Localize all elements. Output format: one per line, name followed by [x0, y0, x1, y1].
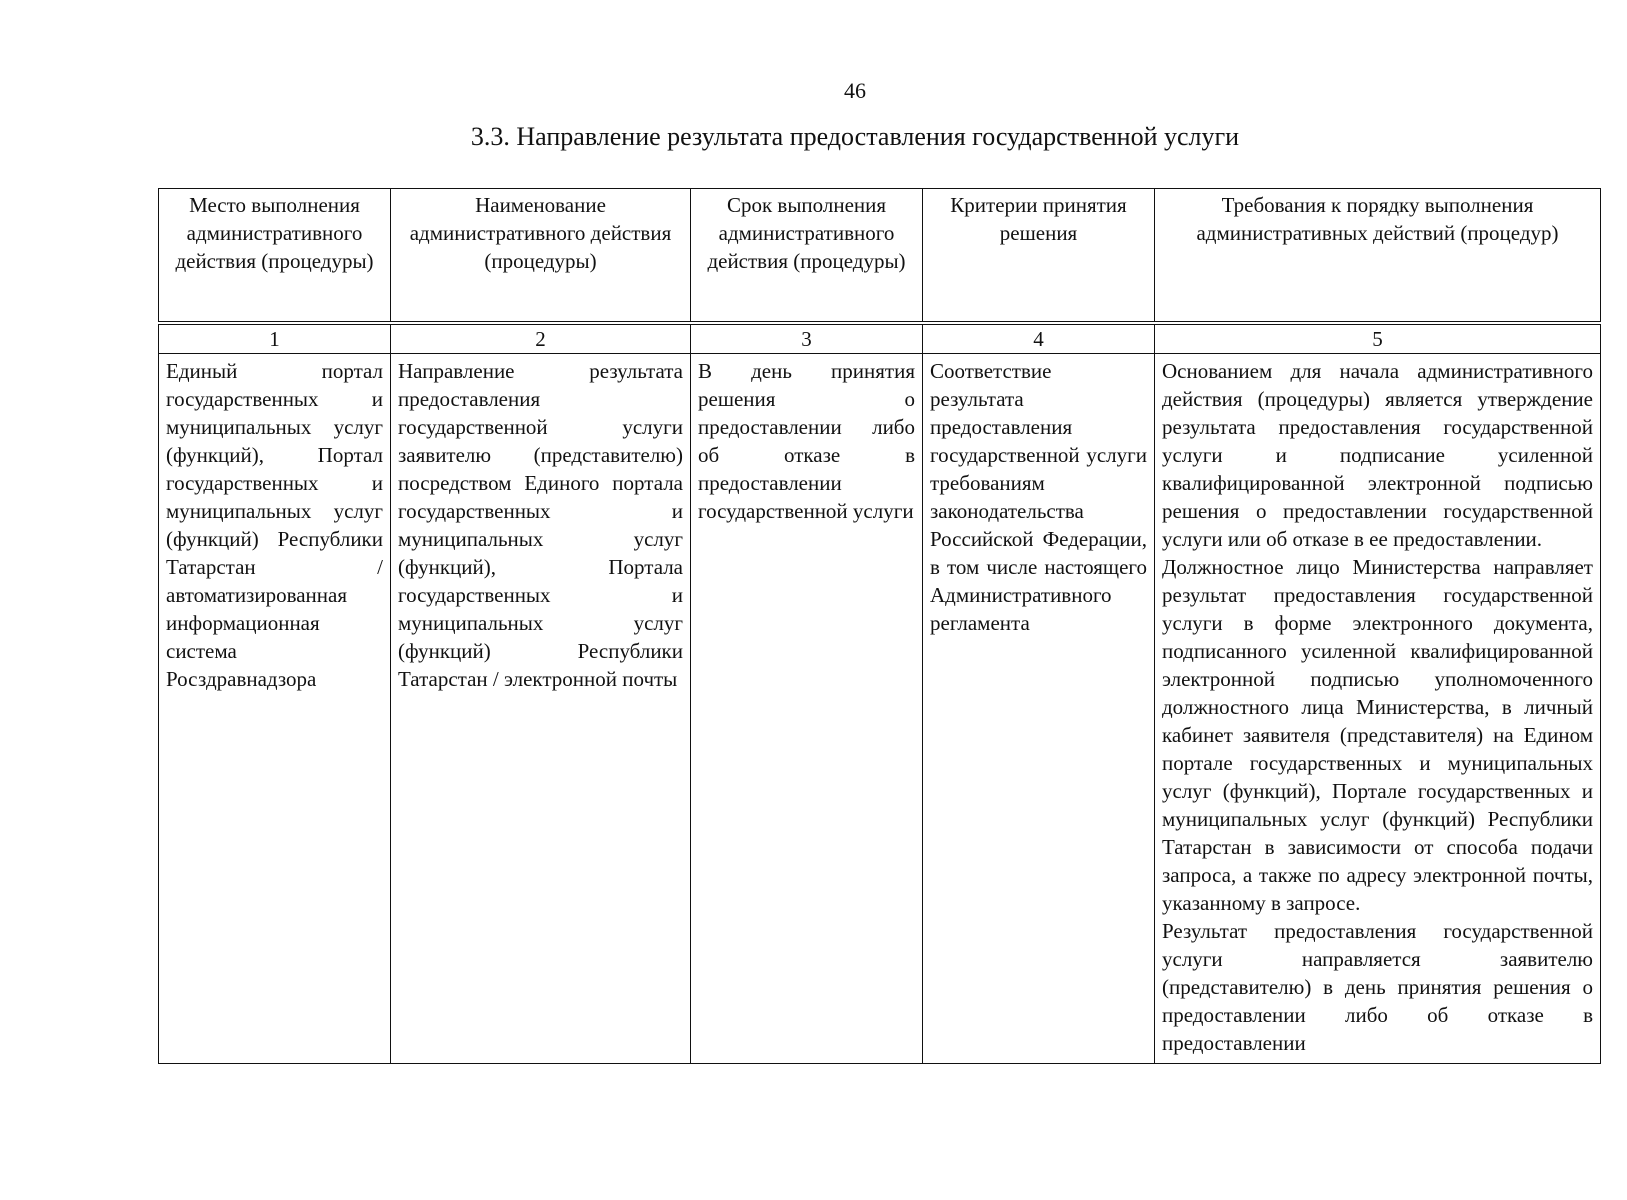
requirements-paragraph: Результат предоставления государственной услуги направляется заявителю (представителю) в день принятия решения о предоставлении либо об отказе в предоставлении [1162, 919, 1593, 1055]
table-header-row [159, 189, 1601, 324]
column-number: 5 [1155, 323, 1601, 354]
header-deadline: Срок выполнения административного действия (процедуры) [691, 189, 923, 324]
procedure-table [158, 188, 1601, 1064]
cell-place: Единый портал государственных и муниципальных услуг (функций), Портал государственных и муниципальных услуг (функций) Республики Татарстан / автоматизированная информационная система Росздравнадзора [159, 354, 391, 1064]
table-row [159, 354, 1601, 1064]
cell-action-name: Направление результата предоставления государственной услуги заявителю (представителю) посредством Единого портала государственных и муниципальных услуг (функций), Портала государственных и муниципальных услуг (функций) Республики Татарстан / электронной почты [391, 354, 691, 1064]
cell-criteria: Соответствие результата предоставления государственной услуги требованиям законодательства Российской Федерации, в том числе настоящего Административного регламента [923, 354, 1155, 1064]
header-criteria: Критерии принятия решения [923, 189, 1155, 324]
column-number-row [159, 323, 1601, 354]
column-number: 4 [923, 323, 1155, 354]
section-title: 3.3. Направление результата предоставления государственной услуги [470, 122, 1240, 151]
cell-requirements [1155, 354, 1601, 1064]
header-action-name: Наименование административного действия (процедуры) [391, 189, 691, 324]
column-number: 1 [159, 323, 391, 354]
cell-deadline: В день принятия решения о предоставлении либо об отказе в предоставлении государственной услуги [691, 354, 923, 1064]
requirements-paragraph: Должностное лицо Министерства направляет результат предоставления государственной услуги в форме электронного документа, подписанного усиленной квалифицированной электронной подписью уполномоченного должностного лица Министерства, в личный кабинет заявителя (представителя) на Едином портале государственных и муниципальных услуг (функций), Портале государственных и муниципальных услуг (функций) Республики Татарстан в зависимости от способа подачи запроса, а также по адресу электронной почты, указанному в запросе. [1162, 555, 1593, 915]
column-number: 2 [391, 323, 691, 354]
page-number: 46 [844, 78, 866, 103]
header-requirements: Требования к порядку выполнения административных действий (процедур) [1155, 189, 1601, 324]
column-number: 3 [691, 323, 923, 354]
header-place: Место выполнения административного действия (процедуры) [159, 189, 391, 324]
requirements-paragraph: Основанием для начала административного действия (процедуры) является утверждение результата предоставления государственной услуги и подписание усиленной квалифицированной электронной подписью решения о предоставлении государственной услуги или об отказе в ее предоставлении. [1162, 359, 1593, 551]
